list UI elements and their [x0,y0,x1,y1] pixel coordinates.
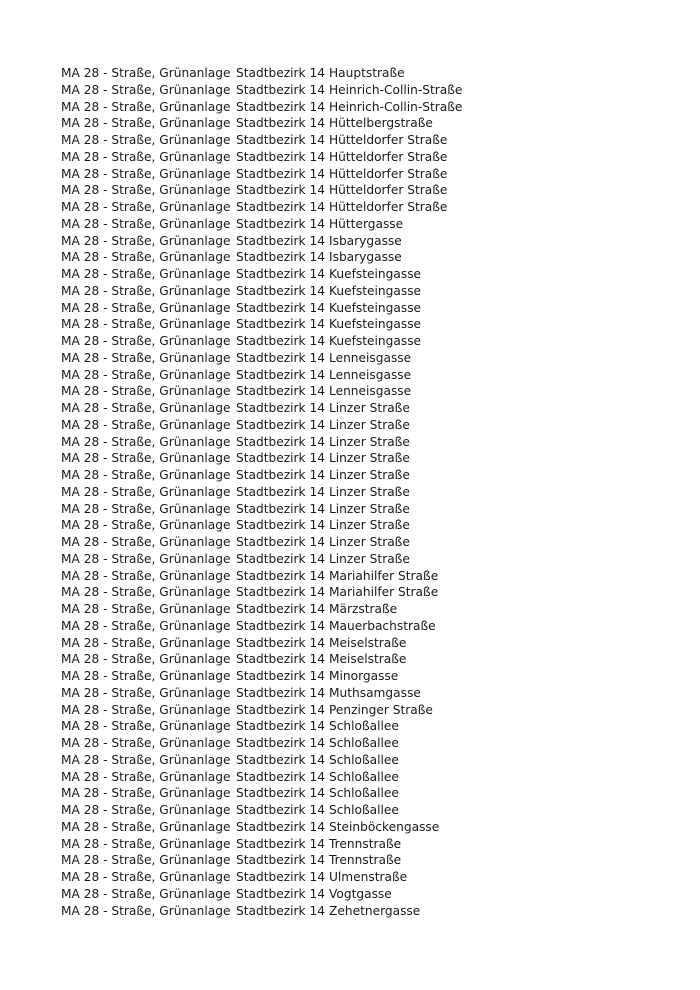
list-item [61,249,681,266]
list-item [61,400,681,417]
district-cell: Stadtbezirk 14 [236,317,325,332]
street-cell: Linzer Straße [329,468,410,482]
department-cell: MA 28 - Straße, Grünanlage [61,836,231,851]
department-cell: MA 28 - Straße, Grünanlage [61,819,231,834]
list-item [61,869,681,886]
department-cell: MA 28 - Straße, Grünanlage [61,283,231,298]
district-cell: Stadtbezirk 14 [236,166,325,181]
street-cell: Penzinger Straße [329,702,433,717]
street-cell: Kuefsteingasse [329,334,422,348]
list-item [61,166,681,183]
district-cell: Stadtbezirk 14 [236,133,325,147]
department-cell: MA 28 - Straße, Grünanlage [61,568,231,583]
district-cell: Stadtbezirk 14 [236,99,325,114]
department-cell: MA 28 - Straße, Grünanlage [61,518,231,533]
district-cell: Stadtbezirk 14 [236,669,325,683]
district-cell: Stadtbezirk 14 [236,736,325,750]
street-cell: Linzer Straße [329,551,410,566]
district-cell: Stadtbezirk 14 [236,233,325,248]
street-cell: Heinrich-Collin-Straße [329,82,463,97]
street-cell: Mariahilfer Straße [329,585,439,600]
department-cell: MA 28 - Straße, Grünanlage [61,317,231,332]
department-cell: MA 28 - Straße, Grünanlage [61,635,231,650]
street-cell: Linzer Straße [329,501,410,516]
district-cell: Stadtbezirk 14 [236,417,325,432]
street-cell: Isbarygasse [329,233,402,248]
department-cell: MA 28 - Straße, Grünanlage [61,551,231,566]
list-item [61,450,681,467]
list-item [61,182,681,199]
list-item [61,769,681,786]
department-cell: MA 28 - Straße, Grünanlage [61,886,231,901]
department-cell: MA 28 - Straße, Grünanlage [61,216,231,231]
district-cell: Stadtbezirk 14 [236,518,325,533]
department-cell: MA 28 - Straße, Grünanlage [61,334,231,348]
list-item [61,434,681,451]
street-cell: Lenneisgasse [329,350,412,365]
list-item [61,618,681,635]
district-cell: Stadtbezirk 14 [236,200,325,214]
district-cell: Stadtbezirk 14 [236,116,325,131]
department-cell: MA 28 - Straße, Grünanlage [61,300,231,315]
district-cell: Stadtbezirk 14 [236,216,325,231]
district-cell: Stadtbezirk 14 [236,602,325,616]
district-cell: Stadtbezirk 14 [236,618,325,633]
list-item [61,65,681,82]
street-cell: Linzer Straße [329,518,410,533]
district-cell: Stadtbezirk 14 [236,836,325,851]
list-item [61,266,681,283]
list-item [61,819,681,836]
list-item [61,836,681,853]
list-item [61,467,681,484]
list-item [61,383,681,400]
street-cell: Heinrich-Collin-Straße [329,99,463,114]
district-cell: Stadtbezirk 14 [236,267,325,281]
department-cell: MA 28 - Straße, Grünanlage [61,618,231,633]
list-item [61,367,681,384]
list-item [61,886,681,903]
department-cell: MA 28 - Straße, Grünanlage [61,652,231,667]
district-cell: Stadtbezirk 14 [236,501,325,516]
department-cell: MA 28 - Straße, Grünanlage [61,451,231,466]
street-cell: Hütteldorfer Straße [329,200,448,214]
list-item [61,501,681,518]
department-cell: MA 28 - Straße, Grünanlage [61,384,231,399]
department-cell: MA 28 - Straße, Grünanlage [61,149,231,164]
department-cell: MA 28 - Straße, Grünanlage [61,669,231,683]
department-cell: MA 28 - Straße, Grünanlage [61,719,231,734]
street-cell: Trennstraße [329,836,402,851]
street-cell: Linzer Straße [329,451,410,466]
department-cell: MA 28 - Straße, Grünanlage [61,250,231,265]
district-cell: Stadtbezirk 14 [236,853,325,868]
list-item [61,785,681,802]
street-cell: Linzer Straße [329,434,410,449]
district-cell: Stadtbezirk 14 [236,66,325,80]
street-cell: Märzstraße [329,602,398,616]
list-item [61,651,681,668]
street-cell: Steinböckengasse [329,819,440,834]
district-cell: Stadtbezirk 14 [236,384,325,399]
record-list [61,65,681,919]
department-cell: MA 28 - Straße, Grünanlage [61,803,231,817]
list-item [61,702,681,719]
district-cell: Stadtbezirk 14 [236,250,325,265]
list-item [61,635,681,652]
list-item [61,534,681,551]
department-cell: MA 28 - Straße, Grünanlage [61,685,231,700]
list-item [61,82,681,99]
department-cell: MA 28 - Straße, Grünanlage [61,702,231,717]
department-cell: MA 28 - Straße, Grünanlage [61,417,231,432]
district-cell: Stadtbezirk 14 [236,752,325,767]
department-cell: MA 28 - Straße, Grünanlage [61,903,231,918]
district-cell: Stadtbezirk 14 [236,685,325,700]
list-item [61,233,681,250]
street-cell: Schloßallee [329,736,399,750]
list-item [61,417,681,434]
list-item [61,199,681,216]
street-cell: Linzer Straße [329,484,410,499]
street-cell: Hütteldorfer Straße [329,133,448,147]
list-item [61,668,681,685]
list-item [61,852,681,869]
district-cell: Stadtbezirk 14 [236,149,325,164]
district-cell: Stadtbezirk 14 [236,870,325,884]
district-cell: Stadtbezirk 14 [236,551,325,566]
list-item [61,568,681,585]
street-cell: Trennstraße [329,853,402,868]
district-cell: Stadtbezirk 14 [236,451,325,466]
district-cell: Stadtbezirk 14 [236,283,325,298]
department-cell: MA 28 - Straße, Grünanlage [61,133,231,147]
street-cell: Kuefsteingasse [329,300,422,315]
district-cell: Stadtbezirk 14 [236,719,325,734]
department-cell: MA 28 - Straße, Grünanlage [61,434,231,449]
department-cell: MA 28 - Straße, Grünanlage [61,535,231,549]
district-cell: Stadtbezirk 14 [236,468,325,482]
street-cell: Minorgasse [329,669,399,683]
district-cell: Stadtbezirk 14 [236,652,325,667]
street-cell: Hütteldorfer Straße [329,166,448,181]
street-cell: Linzer Straße [329,417,410,432]
street-cell: Kuefsteingasse [329,283,422,298]
street-cell: Kuefsteingasse [329,317,422,332]
district-cell: Stadtbezirk 14 [236,300,325,315]
department-cell: MA 28 - Straße, Grünanlage [61,350,231,365]
street-cell: Meiselstraße [329,652,407,667]
department-cell: MA 28 - Straße, Grünanlage [61,870,231,884]
district-cell: Stadtbezirk 14 [236,819,325,834]
department-cell: MA 28 - Straße, Grünanlage [61,752,231,767]
department-cell: MA 28 - Straße, Grünanlage [61,602,231,616]
department-cell: MA 28 - Straße, Grünanlage [61,367,231,382]
street-cell: Kuefsteingasse [329,267,422,281]
district-cell: Stadtbezirk 14 [236,484,325,499]
district-cell: Stadtbezirk 14 [236,803,325,817]
department-cell: MA 28 - Straße, Grünanlage [61,233,231,248]
district-cell: Stadtbezirk 14 [236,585,325,600]
district-cell: Stadtbezirk 14 [236,183,325,198]
street-cell: Muthsamgasse [329,685,421,700]
street-cell: Mauerbachstraße [329,618,436,633]
street-cell: Ulmenstraße [329,870,408,884]
street-cell: Hütteldorfer Straße [329,183,448,198]
district-cell: Stadtbezirk 14 [236,401,325,415]
district-cell: Stadtbezirk 14 [236,535,325,549]
street-cell: Vogtgasse [329,886,392,901]
list-item [61,802,681,819]
list-item [61,216,681,233]
list-item [61,718,681,735]
district-cell: Stadtbezirk 14 [236,350,325,365]
list-item [61,551,681,568]
district-cell: Stadtbezirk 14 [236,434,325,449]
list-item [61,283,681,300]
district-cell: Stadtbezirk 14 [236,334,325,348]
department-cell: MA 28 - Straße, Grünanlage [61,786,231,801]
department-cell: MA 28 - Straße, Grünanlage [61,769,231,784]
street-cell: Schloßallee [329,752,399,767]
street-cell: Linzer Straße [329,535,410,549]
street-cell: Hauptstraße [329,66,405,80]
street-cell: Zehetnergasse [329,903,421,918]
street-cell: Hüttergasse [329,216,404,231]
list-item [61,132,681,149]
street-cell: Schloßallee [329,803,399,817]
street-cell: Hüttelbergstraße [329,116,433,131]
street-cell: Meiselstraße [329,635,407,650]
list-item [61,517,681,534]
list-item [61,333,681,350]
department-cell: MA 28 - Straße, Grünanlage [61,66,231,80]
street-cell: Linzer Straße [329,401,410,415]
list-item [61,584,681,601]
district-cell: Stadtbezirk 14 [236,786,325,801]
list-item [61,115,681,132]
district-cell: Stadtbezirk 14 [236,886,325,901]
district-cell: Stadtbezirk 14 [236,568,325,583]
department-cell: MA 28 - Straße, Grünanlage [61,501,231,516]
department-cell: MA 28 - Straße, Grünanlage [61,200,231,214]
district-cell: Stadtbezirk 14 [236,367,325,382]
street-cell: Lenneisgasse [329,367,412,382]
department-cell: MA 28 - Straße, Grünanlage [61,183,231,198]
list-item [61,685,681,702]
department-cell: MA 28 - Straße, Grünanlage [61,484,231,499]
list-item [61,484,681,501]
department-cell: MA 28 - Straße, Grünanlage [61,585,231,600]
list-item [61,350,681,367]
department-cell: MA 28 - Straße, Grünanlage [61,166,231,181]
district-cell: Stadtbezirk 14 [236,635,325,650]
street-cell: Hütteldorfer Straße [329,149,448,164]
list-item [61,300,681,317]
district-cell: Stadtbezirk 14 [236,769,325,784]
list-item [61,752,681,769]
list-item [61,316,681,333]
department-cell: MA 28 - Straße, Grünanlage [61,853,231,868]
street-cell: Schloßallee [329,719,399,734]
street-cell: Isbarygasse [329,250,402,265]
list-item [61,903,681,920]
street-cell: Mariahilfer Straße [329,568,439,583]
district-cell: Stadtbezirk 14 [236,702,325,717]
street-cell: Schloßallee [329,769,399,784]
list-item [61,601,681,618]
department-cell: MA 28 - Straße, Grünanlage [61,99,231,114]
district-cell: Stadtbezirk 14 [236,82,325,97]
department-cell: MA 28 - Straße, Grünanlage [61,736,231,750]
list-item [61,735,681,752]
district-cell: Stadtbezirk 14 [236,903,325,918]
street-cell: Lenneisgasse [329,384,412,399]
street-cell: Schloßallee [329,786,399,801]
department-cell: MA 28 - Straße, Grünanlage [61,82,231,97]
department-cell: MA 28 - Straße, Grünanlage [61,267,231,281]
list-item [61,99,681,116]
list-item [61,149,681,166]
department-cell: MA 28 - Straße, Grünanlage [61,116,231,131]
department-cell: MA 28 - Straße, Grünanlage [61,401,231,415]
department-cell: MA 28 - Straße, Grünanlage [61,468,231,482]
